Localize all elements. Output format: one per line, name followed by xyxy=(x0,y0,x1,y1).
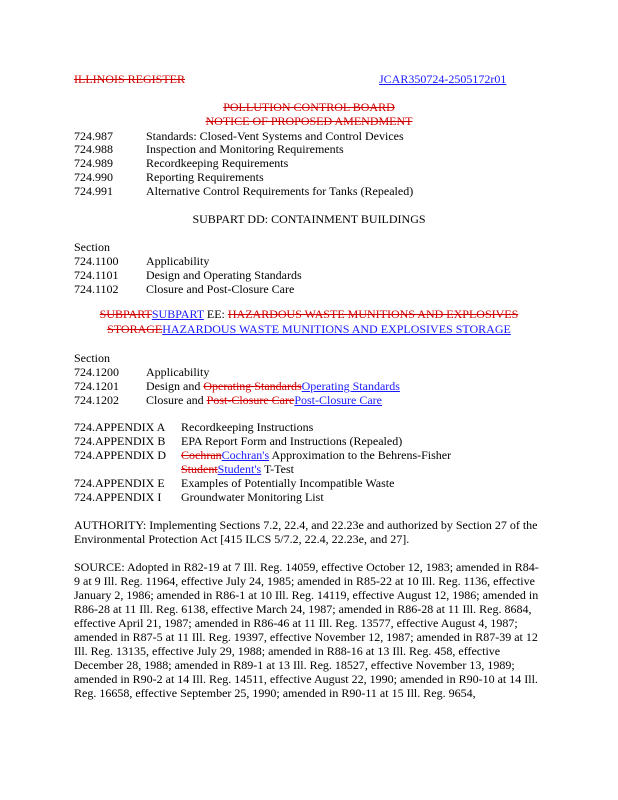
appendix-title: Examples of Potentially Incompatible Waste xyxy=(181,476,395,490)
document-code: JCAR350724-2505172r01 xyxy=(379,72,507,86)
appendix-row-continued xyxy=(181,462,294,476)
section-title: Reporting Requirements xyxy=(146,170,264,184)
appendix-title: Approximation to the Behrens-Fisher xyxy=(269,448,452,462)
section-row xyxy=(74,254,209,268)
appendix-row xyxy=(74,476,394,490)
deleted-text: Operating Standards xyxy=(203,379,302,393)
section-title: Applicability xyxy=(146,365,210,379)
section-number: 724.987 xyxy=(74,129,113,143)
appendix-title: Groundwater Monitoring List xyxy=(181,490,324,504)
section-label: Section xyxy=(74,240,110,254)
section-title: Inspection and Monitoring Requirements xyxy=(146,142,344,156)
appendix-row xyxy=(74,434,402,448)
section-number: 724.990 xyxy=(74,170,113,184)
appendix-title: EPA Report Form and Instructions (Repealed) xyxy=(181,434,403,448)
deleted-text: Student xyxy=(181,462,218,476)
section-number: 724.1100 xyxy=(74,254,119,268)
appendix-row xyxy=(74,448,451,462)
inserted-text: HAZARDOUS WASTE MUNITIONS AND EXPLOSIVES STORAGE xyxy=(162,322,511,336)
section-title: Design and xyxy=(146,379,204,393)
section-row xyxy=(74,268,302,282)
section-title: Design and Operating Standards xyxy=(146,268,302,282)
section-title: Applicability xyxy=(146,254,210,268)
section-title: Recordkeeping Requirements xyxy=(146,156,289,170)
agency-heading: POLLUTION CONTROL BOARD xyxy=(223,100,395,114)
appendix-title: T-Test xyxy=(261,462,295,476)
inserted-text: Student's xyxy=(217,462,262,476)
source-paragraph: SOURCE: Adopted in R82-19 at 7 Ill. Reg. 14059, effective October 12, 1983; amended in R84-9 at 9 Ill. Reg. 11964, effective July 24, 1985; amended in R85-22 at 10 Ill. Reg. 1136, effective January 2, 1986; amended in R86-1 at 10 Ill. Reg. 14119, effective August 12, 1986; amended in R86-28 at 11 Ill. Reg. 6138, effective March 24, 1987; amended in R86-28 at 11 Ill. Reg. 8684, effective April 21, 1987; amended in R86-46 at 11 Ill. Reg. 13577, effective August 4, 1987; amended in R87-5 at 11 Ill. Reg. 19397, effective November 12, 1987; amended in R87-39 at 12 Ill. Reg. 13135, effective July 29, 1988; amended in R88-16 at 13 Ill. Reg. 458, effective December 28, 1988; amended in R89-1 at 13 Ill. Reg. 18527, effective November 13, 1989; amended in R90-2 at 14 Ill. Reg. 14511, effective August 22, 1990; amended in R90-10 at 14 Ill. Reg. 16658, effective September 25, 1990; amended in R90-11 at 15 Ill. Reg. 9654, xyxy=(74,560,539,700)
inserted-text: Operating Standards xyxy=(301,379,400,393)
deleted-text: STORAGE xyxy=(107,322,163,336)
section-number: 724.1200 xyxy=(74,365,119,379)
section-row xyxy=(74,365,209,379)
appendix-number: 724.APPENDIX A xyxy=(74,420,166,434)
section-title: Alternative Control Requirements for Tanks (Repealed) xyxy=(146,184,414,198)
section-number: 724.988 xyxy=(74,142,113,156)
section-row xyxy=(74,142,344,156)
section-number: 724.991 xyxy=(74,184,113,198)
section-row xyxy=(74,393,382,407)
deleted-text: Post-Closure Care xyxy=(206,393,295,407)
heading-text: EE: xyxy=(203,307,228,321)
appendix-number: 724.APPENDIX D xyxy=(74,448,167,462)
appendix-row xyxy=(74,490,324,504)
inserted-text: SUBPART xyxy=(151,307,204,321)
appendix-number: 724.APPENDIX B xyxy=(74,434,166,448)
section-number: 724.1201 xyxy=(74,379,119,393)
section-row xyxy=(74,282,294,296)
section-number: 724.1102 xyxy=(74,282,119,296)
section-number: 724.989 xyxy=(74,156,113,170)
deleted-text: Cochran xyxy=(181,448,222,462)
section-row xyxy=(74,379,400,393)
notice-heading: NOTICE OF PROPOSED AMENDMENT xyxy=(205,114,413,128)
deleted-text: HAZARDOUS WASTE MUNITIONS AND EXPLOSIVES xyxy=(227,307,519,321)
section-row xyxy=(74,129,404,143)
deleted-text: SUBPART xyxy=(99,307,152,321)
section-number: 724.1101 xyxy=(74,268,119,282)
section-title: Closure and Post-Closure Care xyxy=(146,282,295,296)
section-title: Standards: Closed-Vent Systems and Control Devices xyxy=(146,129,404,143)
section-row xyxy=(74,170,264,184)
section-label: Section xyxy=(74,351,110,365)
section-row xyxy=(74,156,288,170)
subpart-ee-heading-line1 xyxy=(0,307,618,321)
subpart-ee-heading-line2 xyxy=(0,322,618,336)
register-title: ILLINOIS REGISTER xyxy=(74,72,185,86)
appendix-row xyxy=(74,420,313,434)
inserted-text: Cochran's xyxy=(221,448,270,462)
inserted-text: Post-Closure Care xyxy=(294,393,382,407)
authority-paragraph: AUTHORITY: Implementing Sections 7.2, 22.4, and 22.23e and authorized by Section 27 of the Environmental Protection Act [415 ILCS 5/7.2, 22.4, 22.23e, and 27]. xyxy=(74,518,538,546)
appendix-title: Recordkeeping Instructions xyxy=(181,420,314,434)
appendix-number: 724.APPENDIX I xyxy=(74,490,162,504)
section-title: Closure and xyxy=(146,393,207,407)
subpart-dd-heading: SUBPART DD: CONTAINMENT BUILDINGS xyxy=(192,212,426,226)
appendix-number: 724.APPENDIX E xyxy=(74,476,165,490)
section-number: 724.1202 xyxy=(74,393,119,407)
section-row xyxy=(74,184,413,198)
